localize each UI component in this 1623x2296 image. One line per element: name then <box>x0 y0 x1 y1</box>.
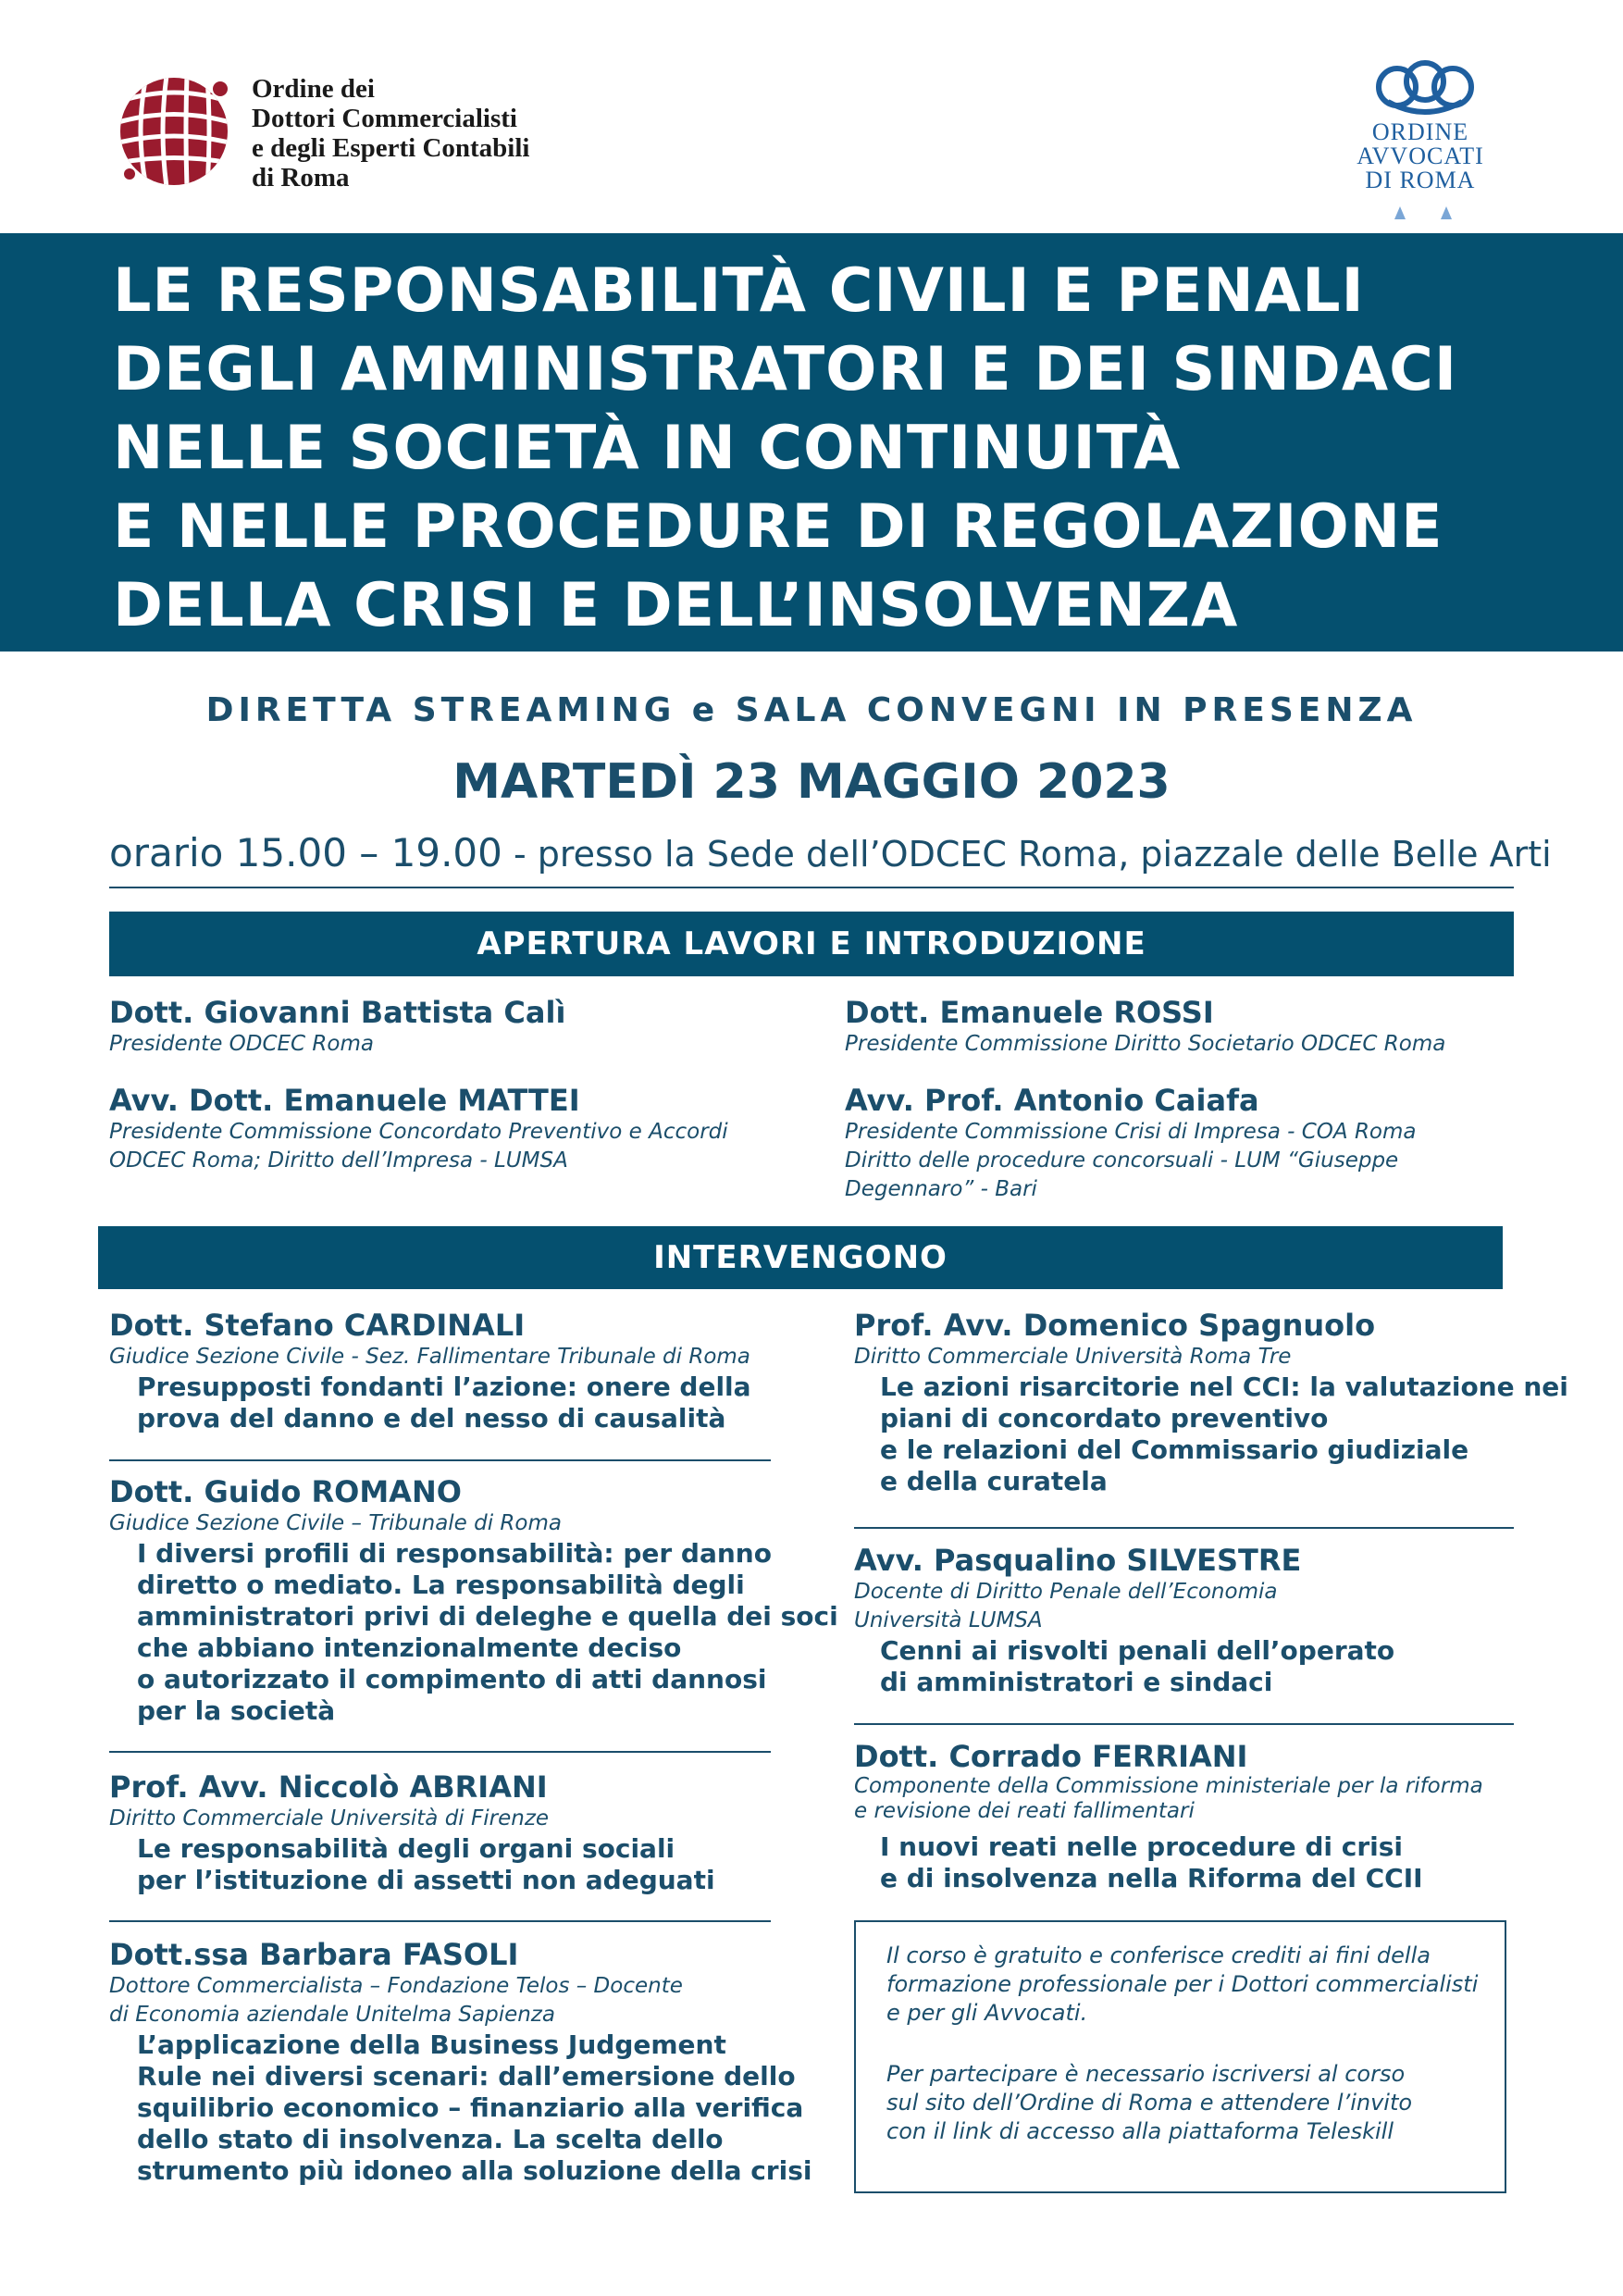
coa-logo-base-icon <box>1391 205 1456 218</box>
odcec-logo-line: di Roma <box>252 163 350 192</box>
speaker-role <box>109 1509 838 1538</box>
speaker-role-line: Diritto Commerciale Università di Firenze <box>109 1806 550 1831</box>
talk-line: e le relazioni del Commissario giudiziale <box>880 1434 1469 1465</box>
coa-logo-text <box>1332 120 1508 192</box>
odcec-logo-line: Dottori Commercialisti <box>252 104 517 133</box>
separator <box>109 1751 771 1753</box>
info-paragraph <box>886 1942 1478 2028</box>
odcec-logo-text <box>252 74 529 192</box>
speaker-entry <box>854 1543 1394 1698</box>
info-line: formazione professionale per i Dottori commercialisti <box>886 1971 1479 1997</box>
coa-knot-icon <box>1369 57 1481 122</box>
speaker-name: Prof. Avv. Niccolò ABRIANI <box>109 1769 548 1805</box>
talk-line: strumento più idoneo alla soluzione della crisi <box>137 2155 812 2186</box>
talk-line: Cenni ai risvolti penali dell’operato <box>880 1635 1395 1666</box>
speaker-role <box>109 1805 715 1833</box>
speaker-role-line: Diritto delle procedure concorsuali - LUM “Giuseppe <box>845 1148 1399 1173</box>
talk-line: I diversi profili di responsabilità: per danno <box>137 1538 772 1569</box>
speakers-band <box>98 1226 1503 1289</box>
talk-line: di amministratori e sindaci <box>880 1667 1273 1697</box>
talk-line: Rule nei diversi scenari: dall’emersione dello <box>137 2061 796 2091</box>
talk-line: per la società <box>137 1695 336 1726</box>
speaker-role <box>109 1972 812 2029</box>
talk-title <box>880 1635 1394 1698</box>
speaker-role-line: di Economia aziendale Unitelma Sapienza <box>109 2003 555 2027</box>
info-line: sul sito dell’Ordine di Roma e attendere l’invito <box>886 2090 1413 2116</box>
speaker-role <box>854 1774 1483 1824</box>
talk-title <box>137 1538 838 1727</box>
speaker-role <box>109 1118 728 1175</box>
separator <box>854 1527 1514 1529</box>
talk-line: piani di concordato preventivo <box>880 1403 1329 1433</box>
speaker-name: Avv. Dott. Emanuele MATTEI <box>109 1083 580 1118</box>
speaker-role <box>845 1118 1417 1204</box>
speaker-role-line: ODCEC Roma; Diritto dell’Impresa - LUMSA <box>109 1148 568 1173</box>
speaker-role-line: e revisione dei reati fallimentari <box>854 1799 1195 1823</box>
speaker-role-line: Presidente ODCEC Roma <box>109 1032 374 1056</box>
talk-line: Presupposti fondanti l’azione: onere della <box>137 1371 751 1402</box>
opening-speaker <box>845 995 1445 1059</box>
odcec-logo-line: Ordine dei <box>252 74 375 104</box>
speaker-role-line: Componente della Commissione ministeriale per la riforma <box>854 1774 1483 1798</box>
event-venue: - presso la Sede dell’ODCEC Roma, piazzale delle Belle Arti <box>502 834 1552 875</box>
talk-line: Le azioni risarcitorie nel CCI: la valutazione nei <box>880 1371 1568 1402</box>
coa-logo-line: DI ROMA <box>1365 167 1476 193</box>
info-paragraph <box>886 2060 1412 2146</box>
info-line: con il link di accesso alla piattaforma Teleskill <box>886 2118 1394 2144</box>
talk-line: e della curatela <box>880 1466 1108 1496</box>
speaker-role-line: Dottore Commercialista – Fondazione Telos – Docente <box>109 1974 683 1998</box>
speaker-role-line: Giudice Sezione Civile – Tribunale di Roma <box>109 1511 562 1535</box>
speaker-entry <box>109 1769 715 1896</box>
speaker-role-line: Diritto Commerciale Università Roma Tre <box>854 1345 1292 1369</box>
separator <box>109 1459 771 1461</box>
event-schedule <box>109 830 1552 875</box>
info-line: Il corso è gratuito e conferisce crediti ai fini della <box>886 1942 1431 1968</box>
speaker-role-line: Giudice Sezione Civile - Sez. Fallimentare Tribunale di Roma <box>109 1345 750 1369</box>
speaker-role-line: Università LUMSA <box>854 1608 1043 1632</box>
separator <box>854 1723 1514 1725</box>
title-line: E NELLE PROCEDURE DI REGOLAZIONE <box>113 492 1443 562</box>
speaker-name: Dott. Corrado FERRIANI <box>854 1739 1248 1774</box>
speaker-name: Dott.ssa Barbara FASOLI <box>109 1937 519 1972</box>
talk-line: Le responsabilità degli organi sociali <box>137 1833 675 1864</box>
info-line: e per gli Avvocati. <box>886 2000 1088 2026</box>
title-line: NELLE SOCIETÀ IN CONTINUITÀ <box>113 414 1182 483</box>
speaker-role-line: Docente di Diritto Penale dell’Economia <box>854 1580 1278 1604</box>
speaker-name: Avv. Prof. Antonio Caiafa <box>845 1083 1259 1118</box>
opening-heading: APERTURA LAVORI E INTRODUZIONE <box>477 925 1146 962</box>
speaker-entry <box>854 1308 1568 1497</box>
speaker-role <box>854 1343 1568 1371</box>
opening-speaker <box>109 995 565 1059</box>
talk-line: diretto o mediato. La responsabilità degli <box>137 1570 745 1600</box>
speaker-name: Prof. Avv. Domenico Spagnuolo <box>854 1308 1376 1343</box>
talk-line: dello stato di insolvenza. La scelta dello <box>137 2124 724 2154</box>
speaker-role <box>109 1343 751 1371</box>
talk-line: L’applicazione della Business Judgement <box>137 2029 726 2060</box>
talk-line: I nuovi reati nelle procedure di crisi <box>880 1831 1404 1862</box>
talk-title <box>880 1371 1568 1497</box>
talk-title <box>137 1833 715 1896</box>
talk-title <box>137 1371 751 1434</box>
speaker-role-line: Presidente Commissione Crisi di Impresa - COA Roma <box>845 1120 1417 1144</box>
event-time: orario 15.00 – 19.00 <box>109 830 502 875</box>
coa-logo-line: AVVOCATI <box>1357 143 1484 169</box>
opening-speaker <box>845 1083 1417 1204</box>
speaker-name: Dott. Emanuele ROSSI <box>845 995 1214 1030</box>
opening-speaker <box>109 1083 728 1175</box>
speaker-role-line: Presidente Commissione Diritto Societario ODCEC Roma <box>845 1032 1446 1056</box>
speaker-entry <box>109 1937 812 2187</box>
speaker-entry <box>109 1308 751 1434</box>
odcec-logo <box>109 65 239 194</box>
speaker-role-line: Degennaro” - Bari <box>845 1177 1037 1201</box>
title-line: DEGLI AMMINISTRATORI E DEI SINDACI <box>113 335 1458 404</box>
odcec-globe-icon <box>109 65 239 194</box>
talk-title <box>137 2029 812 2187</box>
separator <box>109 1920 771 1922</box>
speaker-role-line: Presidente Commissione Concordato Preventivo e Accordi <box>109 1120 728 1144</box>
divider <box>109 887 1514 888</box>
speaker-name: Dott. Stefano CARDINALI <box>109 1308 526 1343</box>
speaker-name: Avv. Pasqualino SILVESTRE <box>854 1543 1302 1578</box>
talk-line: che abbiano intenzionalmente deciso <box>137 1632 682 1663</box>
speaker-entry <box>109 1474 838 1727</box>
speaker-entry <box>854 1739 1483 1894</box>
speaker-name: Dott. Giovanni Battista Calì <box>109 995 566 1030</box>
odcec-logo-line: e degli Esperti Contabili <box>252 133 530 163</box>
coa-logo <box>1369 57 1481 122</box>
talk-line: per l’istituzione di assetti non adeguati <box>137 1865 715 1895</box>
title-line: LE RESPONSABILITÀ CIVILI E PENALI <box>113 256 1365 326</box>
coa-logo-line: ORDINE <box>1371 118 1469 145</box>
talk-line: prova del danno e del nesso di causalità <box>137 1403 726 1433</box>
speaker-role <box>109 1030 565 1059</box>
talk-line: squilibrio economico – finanziario alla verifica <box>137 2092 804 2123</box>
event-mode: DIRETTA STREAMING e SALA CONVEGNI IN PRESENZA <box>205 691 1418 729</box>
speaker-role <box>845 1030 1445 1059</box>
title-line: DELLA CRISI E DELL’INSOLVENZA <box>113 571 1239 640</box>
speakers-heading: INTERVENGONO <box>653 1239 948 1276</box>
event-title <box>113 252 1457 645</box>
talk-line: o autorizzato il compimento di atti dannosi <box>137 1664 767 1694</box>
speaker-role <box>854 1578 1394 1635</box>
opening-band <box>109 912 1514 976</box>
talk-line: amministratori privi di deleghe e quella dei soci <box>137 1601 838 1632</box>
speaker-name: Dott. Guido ROMANO <box>109 1474 462 1509</box>
event-date: MARTEDÌ 23 MAGGIO 2023 <box>452 754 1171 810</box>
talk-line: e di insolvenza nella Riforma del CCII <box>880 1863 1423 1893</box>
talk-title <box>880 1831 1483 1894</box>
info-line: Per partecipare è necessario iscriversi al corso <box>886 2061 1406 2087</box>
